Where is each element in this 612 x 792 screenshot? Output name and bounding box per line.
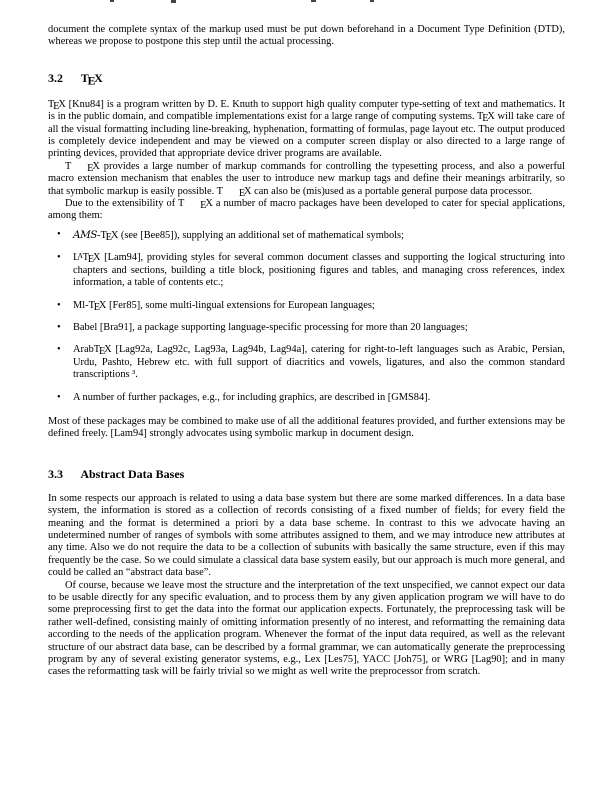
section-3-2: [48, 71, 565, 441]
document-page: [48, 24, 565, 679]
body-paragraph: Due to the extensibility of T EX a number of macro packages have been developed to cater for special applications, among them:: [48, 198, 566, 222]
clipped-running-header: [0, 0, 612, 4]
package-list-item: • Ml-TEX [Fer85], some multi-lingual extensions for European languages;: [73, 300, 565, 312]
body-paragraph: Of course, because we leave most the structure and the interpretation of the text unspecified, we cannot expect our data to be usable directly for any specific evaluation, and to process them by any given application program we will have to do some preprocessing first to get the data into the format our application expects. Fortunately, the preprocessing task will be rather well-defined, consisting mainly of omitting information presently of no interest, and reformatting the remaining data according to the needs of the application program. Whenever the format of the input data required, as well as the relevant structure of our abstract data base, can be described by a formal grammar, we can automatically generate the preprocessing program by any of several existing generator systems, e.g., Lex [Les75], YACC [Joh75], or WRG [Lag90]; and in many cases the reformatting task will be fairly trivial so we might as well write the preprocessor from scratch.: [48, 579, 565, 678]
package-list-item: • Babel [Bra91], a package supporting language-specific processing for more than 20 languages;: [73, 322, 565, 334]
body-paragraph: TEX [Knu84] is a program written by D. E. Knuth to support high quality computer type-setting of text and mathematics. It is in the public domain, and compatible implementations exist for a large range of computing systems. TEX will take care of all the visual formatting including line-breaking, hyphenation, formatting of formulas, page layout etc. The output produced is completely device independent and may be viewed on a computer screen display or also directed to a large range of printing devices, provided that appropriate device driver programs are available.: [48, 98, 565, 160]
body-paragraph: In some respects our approach is related to using a data base system but there are some marked differences. In a data base system, the information is stored as a collection of records consisting of a fixed number of fields; for every field the meaning and the format is determined a priori by a data base scheme. In contrast to this we advocate having an undetermined number of ranges of symbols with some attributes assigned to them, and we may introduce new attributes at any time. Also we do not require the data to be a collection of subunits with basically the same structure, even if this may frequently be the case. So we could simulate a classical data base system easily, but our approach is much more general, and could be called an “abstract data base”.: [48, 492, 565, 579]
body-paragraph: Most of these packages may be combined to make use of all the additional features provided, and further extensions may be defined freely. [Lam94] strongly advocates using symbolic markup in document design.: [48, 415, 565, 440]
package-list-item: • AMS-TEX (see [Bee85]), supplying an additional set of mathematical symbols;: [73, 229, 565, 242]
header-text-fragment: [171, 0, 176, 3]
section-title: Abstract Data Bases: [80, 466, 185, 481]
section-number: 3.2: [48, 70, 63, 85]
package-list-item: • A number of further packages, e.g., for including graphics, are described in [GMS84].: [73, 392, 565, 404]
continuation-paragraph: document the complete syntax of the markup used must be put down beforehand in a Document Type Definition (DTD), whereas we propose to postpone this step until the actual processing.: [48, 24, 565, 48]
package-list-item: • ArabTEX [Lag92a, Lag92c, Lag93a, Lag94b, Lag94a], catering for right-to-left languages such as Arabic, Persian, Urdu, Pashto, Hebrew etc. with full support of diacritics and vowels, ligatures, and also the common standard transcriptions ³.: [73, 344, 565, 381]
package-list: [48, 229, 565, 404]
header-text-fragment: [110, 0, 114, 2]
section-title: TEX: [80, 70, 103, 88]
body-paragraph: T EX provides a large number of markup commands for controlling the typesetting process, and also a powerful macro extension mechanism that enables the user to introduce new markup tags and define their meanings arbitrarily, so that symbolic markup is easily possible. T EX can also be (mis)used as a portable general purpose data processor.: [48, 160, 565, 199]
section-heading-3-2: [48, 70, 565, 88]
package-list-item: • LATEX [Lam94], providing styles for several common document classes and supporting the logical structuring into chapters and sections, building a title block, positioning figures and tables, and managing cross references, index information, a table of contents etc.;: [73, 252, 565, 289]
header-text-fragment: [311, 0, 316, 2]
header-text-fragment: [370, 0, 374, 2]
section-number: 3.3: [48, 466, 63, 481]
section-heading-3-3: [48, 467, 565, 481]
section-3-3: [48, 467, 565, 679]
